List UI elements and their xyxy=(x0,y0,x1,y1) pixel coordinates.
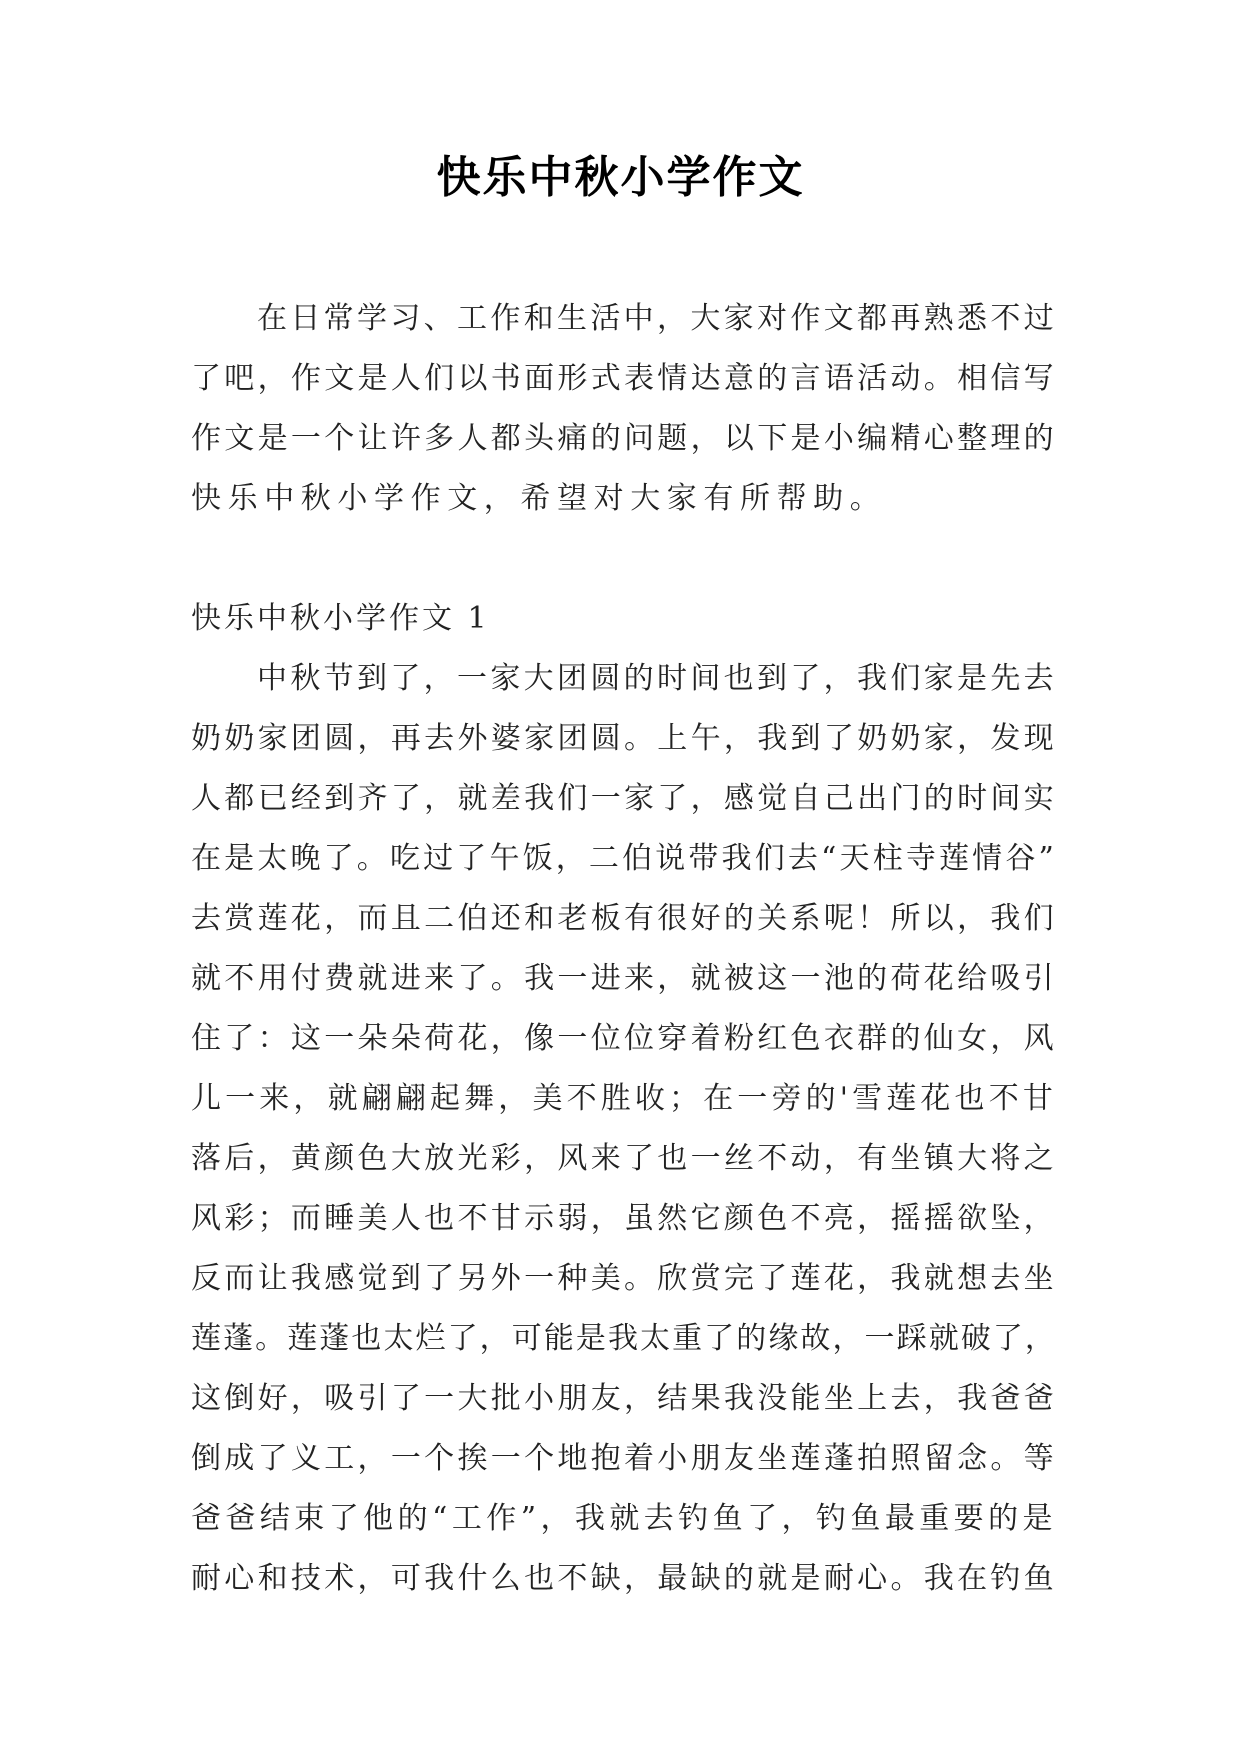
body-line: 耐心和技术，可我什么也不缺，最缺的就是耐心。我在钓鱼 xyxy=(191,1561,1057,1596)
intro-paragraph xyxy=(191,289,1057,529)
document-title: 快乐中秋小学作文 xyxy=(436,152,805,203)
document-body xyxy=(191,289,1057,1609)
body-line: 就不用付费就进来了。我一进来，就被这一池的荷花给吸引 xyxy=(191,961,1057,996)
body-line: 人都已经到齐了，就差我们一家了，感觉自己出门的时间实 xyxy=(191,781,1057,816)
paragraph-gap xyxy=(191,529,1051,589)
body-line: 中秋节到了，一家大团圆的时间也到了，我们家是先去 xyxy=(257,661,1057,696)
section-heading: 快乐中秋小学作文 1 xyxy=(191,601,490,636)
body-line: 在是太晚了。吃过了午饭，二伯说带我们去“天柱寺莲情谷” xyxy=(191,841,1057,876)
body-line: 这倒好，吸引了一大批小朋友，结果我没能坐上去，我爸爸 xyxy=(191,1381,1057,1416)
body-line: 莲蓬。莲蓬也太烂了，可能是我太重了的缘故，一踩就破了， xyxy=(191,1321,1057,1356)
body-line: 反而让我感觉到了另外一种美。欣赏完了莲花，我就想去坐 xyxy=(191,1261,1057,1296)
body-line: 住了：这一朵朵荷花，像一位位穿着粉红色衣群的仙女，风 xyxy=(191,1021,1057,1056)
body-line: 倒成了义工，一个挨一个地抱着小朋友坐莲蓬拍照留念。等 xyxy=(191,1441,1057,1476)
intro-line: 快乐中秋小学作文，希望对大家有所帮助。 xyxy=(191,481,887,516)
body-line: 奶奶家团圆，再去外婆家团圆。上午，我到了奶奶家，发现 xyxy=(191,721,1057,756)
intro-line: 作文是一个让许多人都头痛的问题，以下是小编精心整理的 xyxy=(191,421,1057,456)
body-line: 儿一来，就翩翩起舞，美不胜收；在一旁的'雪莲花也不甘 xyxy=(191,1081,1057,1116)
intro-line: 了吧，作文是人们以书面形式表情达意的言语活动。相信写 xyxy=(191,361,1057,396)
essay-paragraph xyxy=(191,649,1057,1609)
intro-line: 在日常学习、工作和生活中，大家对作文都再熟悉不过 xyxy=(257,301,1057,336)
body-line: 去赏莲花，而且二伯还和老板有很好的关系呢！所以，我们 xyxy=(191,901,1057,936)
body-line: 风彩；而睡美人也不甘示弱，虽然它颜色不亮，摇摇欲坠， xyxy=(191,1201,1057,1236)
body-line: 爸爸结束了他的“工作”，我就去钓鱼了，钓鱼最重要的是 xyxy=(191,1501,1057,1536)
body-line: 落后，黄颜色大放光彩，风来了也一丝不动，有坐镇大将之 xyxy=(191,1141,1057,1176)
